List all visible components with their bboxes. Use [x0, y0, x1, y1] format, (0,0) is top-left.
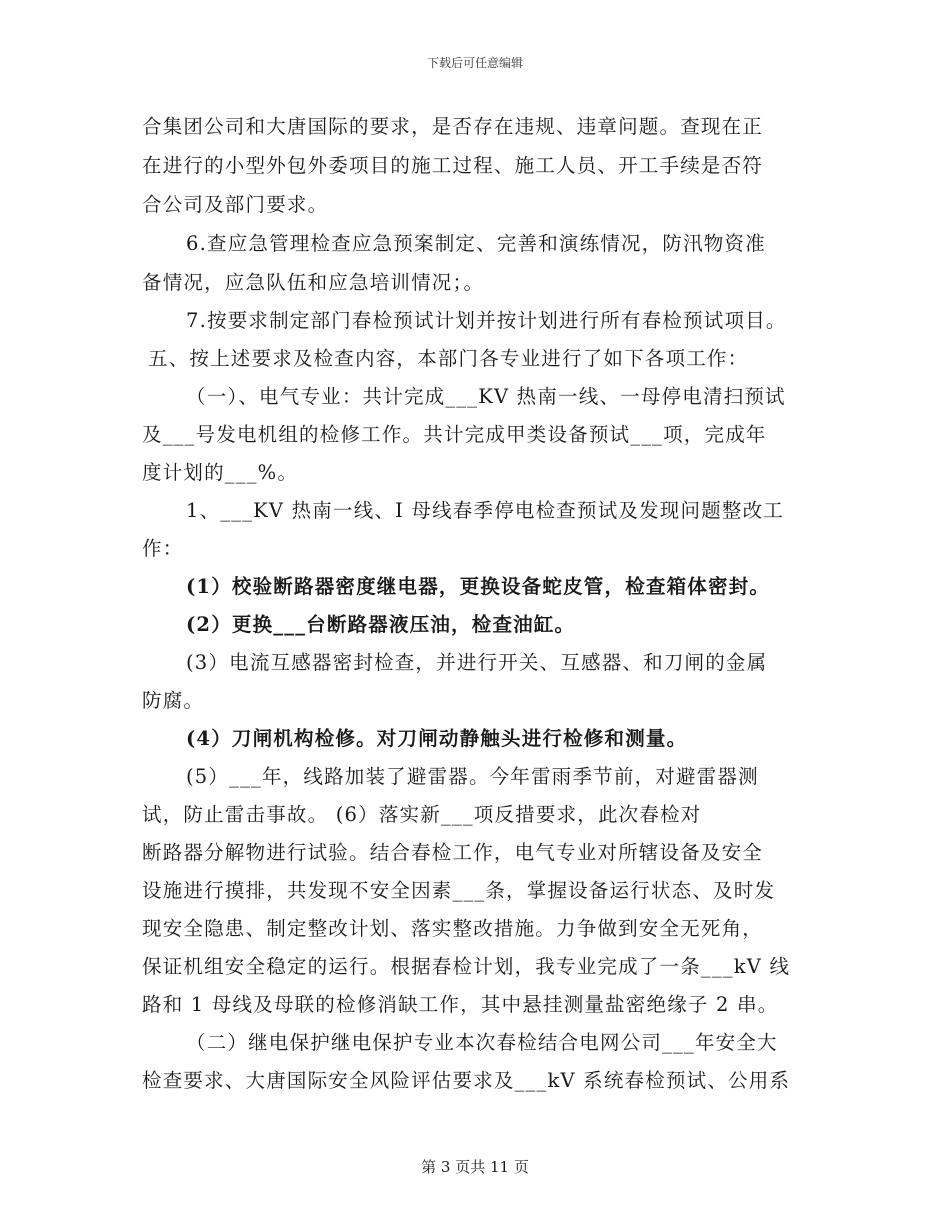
page-header: 下载后可任意编辑: [426, 56, 523, 70]
text-line: 在进行的小型外包外委项目的施工过程、施工人员、开工手续是否符: [142, 154, 764, 177]
text-line: 6.查应急管理检查应急预案制定、完善和演练情况，防汛物资准: [186, 232, 766, 255]
bold-item: (2）更换___台断路器液压油，检查油缸。: [186, 613, 576, 636]
text-line: 1、___KV 热南一线、I 母线春季停电检查预试及发现问题整改工: [186, 499, 785, 522]
text-line: 备情况，应急队伍和应急培训情况；。: [142, 271, 485, 294]
text-line: （一）、电气专业：共计完成___KV 热南一线、一母停电清扫预试: [186, 385, 786, 408]
text-line: 断路器分解物进行试验。结合春检工作，电气专业对所辖设备及安全: [142, 841, 764, 864]
bold-item: (4）刀闸机构检修。对刀闸动静触头进行检修和测量。: [186, 727, 688, 750]
text-line: 保证机组安全稳定的运行。根据春检计划，我专业完成了一条___kV 线: [142, 955, 791, 978]
bold-item: (1）校验断路器密度继电器，更换设备蛇皮管，检查箱体密封。: [186, 575, 771, 598]
page-footer: 第 3 页共 11 页: [421, 1158, 529, 1176]
text-line: 及___号发电机组的检修工作。共计完成甲类设备预试___项，完成年: [142, 423, 767, 446]
text-line: 度计划的___%。: [142, 461, 299, 484]
text-line: 路和 1 母线及母联的检修消缺工作，其中悬挂测量盐密绝缘子 2 串。: [142, 993, 779, 1016]
text-line: （二）继电保护继电保护专业本次春检结合电网公司___年安全大: [186, 1031, 778, 1054]
text-line: 设施进行摸排，共发现不安全因素___条，掌握设备运行状态、及时发: [142, 879, 776, 902]
text-line: (5）___年，线路加装了避雷器。今年雷雨季节前，对避雷器测: [186, 765, 759, 788]
text-line: 作：: [142, 537, 184, 560]
text-line: 试，防止雷击事故。 (6）落实新___项反措要求，此次春检对: [142, 803, 702, 826]
text-line: 检查要求、大唐国际安全风险评估要求及___kV 系统春检预试、公用系: [142, 1069, 791, 1092]
text-line: 合集团公司和大唐国际的要求，是否存在违规、违章问题。查现在正: [142, 115, 764, 138]
text-line: (3）电流互感器密封检查，并进行开关、互感器、和刀闸的金属: [186, 651, 768, 674]
text-line: 现安全隐患、制定整改计划、落实整改措施。力争做到安全无死角，: [142, 917, 764, 940]
section-heading: 五、按上述要求及检查内容，本部门各专业进行了如下各项工作：: [148, 347, 749, 370]
text-line: 合公司及部门要求。: [142, 193, 329, 216]
text-line: 7.按要求制定部门春检预试计划并按计划进行所有春检预试项目。: [186, 309, 787, 332]
text-line: 防腐。: [142, 689, 205, 712]
